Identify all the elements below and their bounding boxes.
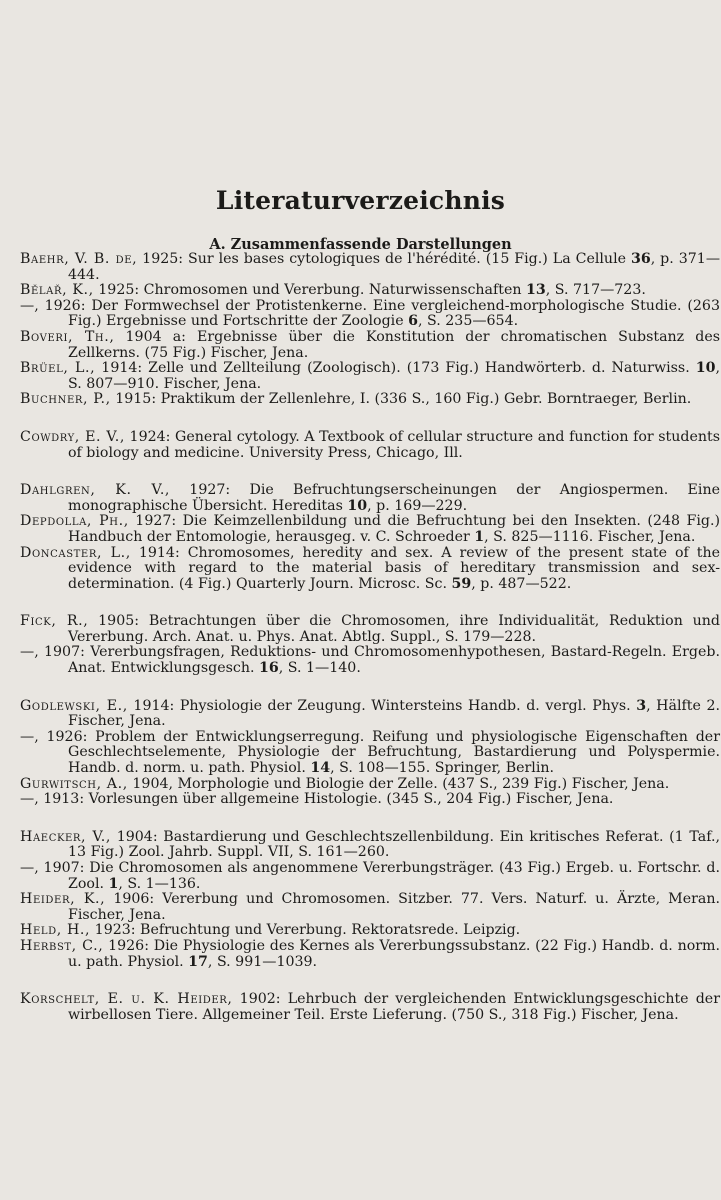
reference-volume: 13 <box>526 282 546 299</box>
reference-text: 1906: Vererbung und Chromosomen. Sitzber. 77. Vers. Naturf. u. Ärzte, Meran. Fischer, Jena. <box>68 891 720 923</box>
reference-text-tail: , p. 169—229. <box>367 497 468 514</box>
reference-list <box>20 252 720 1045</box>
reference-text: 1915: Praktikum der Zellenlehre, I. (336 S., 160 Fig.) Gebr. Borntraeger, Berlin. <box>110 391 692 408</box>
reference-text-tail: , p. 487—522. <box>471 575 572 592</box>
reference-text: 1914: Chromosomes, heredity and sex. A review of the present state of the evidence with regard to the material basis of hereditary transmission and sex-determination. (4 Fig.) Quarterly Journ. Microsc. Sc. <box>68 544 720 592</box>
reference-author: Buchner, P., <box>20 391 111 408</box>
section-heading: A. Zusammenfassende Darstellungen <box>209 236 512 253</box>
reference-entry <box>20 361 720 392</box>
reference-group <box>20 430 720 461</box>
reference-volume: 3 <box>636 697 647 714</box>
reference-entry <box>20 483 720 514</box>
reference-author: Cowdry, E. V., <box>20 428 125 445</box>
reference-group <box>20 252 720 408</box>
reference-author: Boveri, Th., <box>20 328 115 345</box>
reference-entry <box>20 730 720 777</box>
reference-volume: 10 <box>347 497 368 514</box>
reference-text-tail: , S. 235—654. <box>418 313 519 330</box>
reference-text: —, 1907: Vererbungsfragen, Reduktions- und Chromosomenhypothesen, Bastard-Regeln. Ergeb. Anat. Entwicklungsgesch. <box>20 644 720 677</box>
reference-entry <box>20 252 720 283</box>
reference-entry <box>20 923 720 939</box>
reference-text-tail: , S. 1—140. <box>278 660 361 677</box>
reference-author: Depdolla, Ph., <box>20 513 129 530</box>
reference-author: Godlewski, E., <box>20 697 128 714</box>
reference-text: —, 1907: Die Chromosomen als angenommene Vererbungsträger. (43 Fig.) Ergeb. u. Fortschr. d. Zool. <box>20 860 720 892</box>
reference-volume: 1 <box>108 875 119 892</box>
reference-author: Bělař, K., <box>20 282 94 299</box>
reference-entry <box>20 299 720 330</box>
reference-entry <box>20 546 720 593</box>
reference-entry <box>20 283 720 299</box>
reference-text-tail: , S. 991—1039. <box>207 953 318 970</box>
reference-entry <box>20 992 720 1023</box>
reference-author: Brüel, L., <box>20 360 96 377</box>
reference-entry <box>20 792 720 808</box>
reference-volume: 1 <box>474 528 485 545</box>
reference-text: 1925: Sur les bases cytologiques de l'hérédité. (15 Fig.) La Cellule <box>137 251 631 267</box>
reference-author: Herbst, C., <box>20 937 104 954</box>
reference-entry <box>20 861 720 892</box>
reference-author: Held, H., <box>20 922 91 939</box>
reference-text-tail: , S. 807—910. Fischer, Jena. <box>68 360 720 392</box>
reference-entry <box>20 892 720 923</box>
reference-author: Heider, K., <box>20 891 106 908</box>
reference-entry <box>20 699 720 730</box>
reference-text: 1924: General cytology. A Textbook of cellular structure and function for students of biology and medicine. University Press, Chicago, Ill. <box>68 428 720 461</box>
reference-entry <box>20 645 720 676</box>
reference-group <box>20 699 720 808</box>
reference-author: Gurwitsch, A., <box>20 775 128 792</box>
reference-group <box>20 992 720 1023</box>
reference-group <box>20 614 720 676</box>
reference-text: 1914: Physiologie der Zeugung. Wintersteins Handb. d. vergl. Phys. <box>127 697 637 714</box>
page-title: Literaturverzeichnis <box>215 186 506 215</box>
reference-volume: 6 <box>408 313 419 330</box>
reference-entry <box>20 939 720 970</box>
reference-text: 1902: Lehrbuch der vergleichenden Entwicklungsgeschichte der wirbellosen Tiere. Allgemeiner Teil. Erste Lieferung. (750 S., 318 Fig.) Fischer, Jena. <box>68 991 720 1023</box>
reference-text: 1914: Zelle und Zellteilung (Zoologisch). (173 Fig.) Handwörterb. d. Naturwiss. <box>95 360 696 377</box>
reference-entry <box>20 514 720 545</box>
reference-volume: 36 <box>630 251 651 267</box>
reference-author: Haecker, V., <box>20 828 112 845</box>
reference-text-tail: , Hälfte 2. Fischer, Jena. <box>68 697 720 730</box>
reference-entry <box>20 777 720 793</box>
reference-author: Korschelt, E. u. K. Heider, <box>20 991 233 1008</box>
reference-text: —, 1926: Problem der Entwicklungserregung. Reifung und physiologische Eigenschaften der Geschlechtselemente, Physiologie der Befruchtung, Bastardierung und Polyspermie. Handb. d. norm. u. path. Physiol. <box>20 728 720 777</box>
reference-volume: 16 <box>259 660 279 677</box>
reference-text-tail: , S. 1—136. <box>118 875 201 892</box>
reference-text: 1927: Die Befruchtungserscheinungen der Angiospermen. Eine monographische Übersicht. Hereditas <box>68 482 720 514</box>
reference-entry <box>20 392 720 408</box>
reference-text-tail: , p. 371—444. <box>68 251 721 283</box>
reference-text: 1926: Die Physiologie des Kernes als Vererbungssubstanz. (22 Fig.) Handb. d. norm. u. path. Physiol. <box>68 937 721 970</box>
reference-text: —, 1913: Vorlesungen über allgemeine Histologie. (345 S., 204 Fig.) Fischer, Jena. <box>20 791 614 808</box>
reference-entry <box>20 330 720 361</box>
reference-text-tail: , S. 825—1116. Fischer, Jena. <box>484 528 696 545</box>
reference-text: 1904: Bastardierung und Geschlechtszellenbildung. Ein kritisches Referat. (1 Taf., 13 Fig.) Zool. Jahrb. Suppl. VII, S. 161—260. <box>68 828 720 861</box>
reference-text: 1904, Morphologie und Biologie der Zelle. (437 S., 239 Fig.) Fischer, Jena. <box>127 775 670 792</box>
reference-entry <box>20 830 720 861</box>
reference-entry <box>20 614 720 645</box>
reference-text-tail: , S. 108—155. Springer, Berlin. <box>330 760 555 777</box>
reference-text: 1923: Befruchtung und Vererbung. Rektoratsrede. Leipzig. <box>90 922 521 939</box>
reference-group <box>20 483 720 592</box>
reference-volume: 17 <box>188 953 208 970</box>
reference-volume: 14 <box>310 760 331 777</box>
reference-author: Doncaster, L., <box>20 544 131 561</box>
reference-text-tail: , S. 717—723. <box>545 282 646 299</box>
reference-author: Dahlgren, K. V., <box>20 482 171 499</box>
reference-text: 1904 a: Ergebnisse über die Konstitution der chromatischen Substanz des Zellkerns. (75 Fig.) Fischer, Jena. <box>68 328 721 361</box>
reference-author: Fick, R., <box>20 613 89 630</box>
reference-volume: 59 <box>451 575 472 592</box>
reference-text: 1927: Die Keimzellenbildung und die Befruchtung bei den Insekten. (248 Fig.) Handbuch der Entomologie, herausgeg. v. C. Schroeder <box>68 513 720 545</box>
reference-author: Baehr, V. B. de, <box>20 251 138 267</box>
reference-text: —, 1926: Der Formwechsel der Protistenkerne. Eine vergleichend-morphologische Studie. (263 Fig.) Ergebnisse und Fortschritte der Zoologie <box>20 297 720 330</box>
reference-text: 1905: Betrachtungen über die Chromosomen, ihre Individualität, Reduktion und Vererbung. Arch. Anat. u. Phys. Anat. Abtlg. Suppl., S. 179—228. <box>68 613 721 645</box>
reference-group <box>20 830 720 970</box>
reference-text: 1925: Chromosomen und Vererbung. Naturwissenschaften <box>93 282 527 299</box>
reference-volume: 10 <box>695 360 716 377</box>
reference-entry <box>20 430 720 461</box>
